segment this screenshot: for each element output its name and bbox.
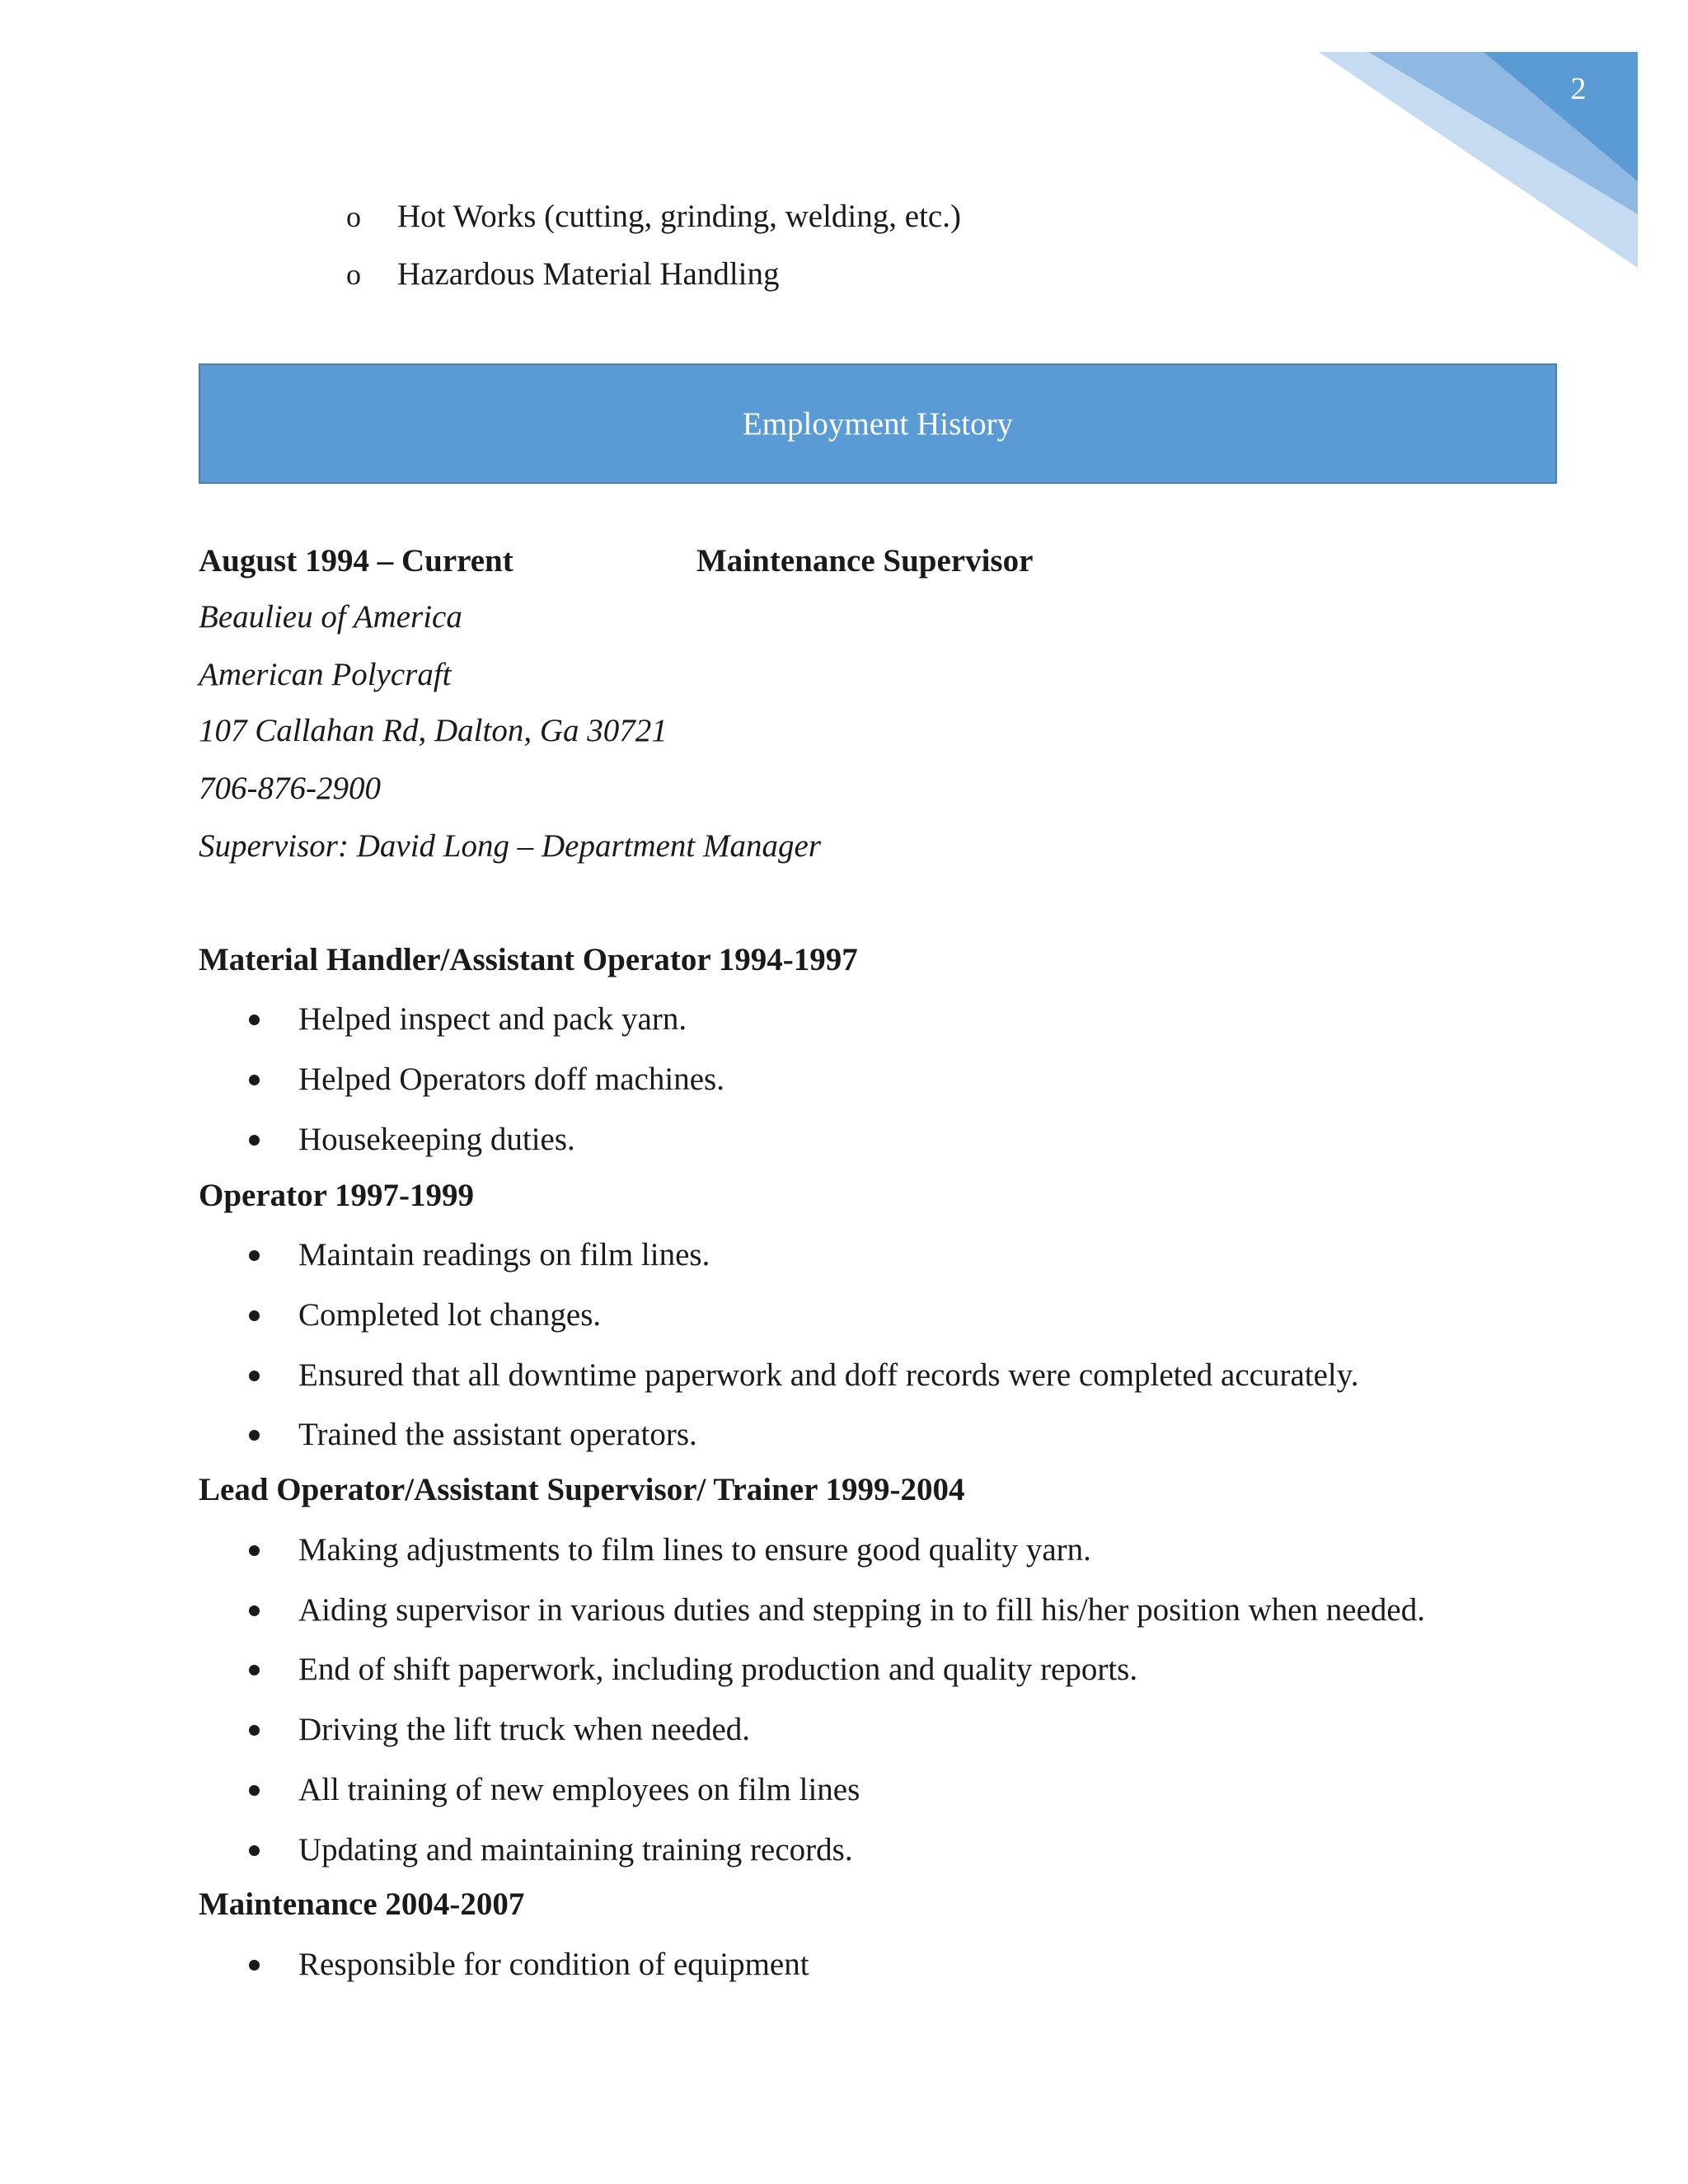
role-bullet: Updating and maintaining training records. (298, 1832, 853, 1868)
role-bullet: Trained the assistant operators. (298, 1417, 697, 1452)
role-bullet: Responsible for condition of equipment (298, 1947, 809, 1982)
role-bullet: Aiding supervisor in various duties and stepping in to fill his/her position when needed. (298, 1592, 1425, 1628)
role-bullet: Housekeeping duties. (298, 1122, 575, 1157)
address-line: 107 Callahan Rd, Dalton, Ga 30721 (199, 713, 668, 748)
bullet-icon (249, 1371, 260, 1381)
role-bullet: Completed lot changes. (298, 1297, 602, 1333)
bullet-icon (249, 1785, 260, 1796)
page-number: 2 (1570, 72, 1587, 106)
section-banner (199, 363, 1557, 484)
bullet-icon (249, 1845, 260, 1856)
role-bullet: Making adjustments to film lines to ensure good quality yarn. (298, 1532, 1091, 1568)
employment-title: Maintenance Supervisor (696, 543, 1034, 579)
section-title: Employment History (742, 405, 1014, 442)
bullet-icon (249, 1960, 260, 1971)
bullet-icon (249, 1545, 260, 1556)
role-bullet: End of shift paperwork, including production and quality reports. (298, 1652, 1138, 1687)
role-heading: Maintenance 2004-2007 (199, 1886, 525, 1922)
bullet-icon (249, 1250, 260, 1261)
bullet-icon (249, 1665, 260, 1675)
company-line: Beaulieu of America (199, 599, 462, 635)
role-bullet: Helped inspect and pack yarn. (298, 1001, 687, 1037)
bullet-icon (249, 1075, 260, 1085)
bullet-icon (249, 1310, 260, 1321)
employment-dates: August 1994 – Current (199, 543, 513, 579)
supervisor-line: Supervisor: David Long – Department Manager (199, 828, 821, 864)
bullet-icon (249, 1015, 260, 1025)
sub-bullet-marker: o (346, 200, 361, 233)
role-heading: Lead Operator/Assistant Supervisor/ Trainer 1999-2004 (199, 1472, 965, 1507)
role-heading: Material Handler/Assistant Operator 1994-1997 (199, 942, 858, 977)
bullet-icon (249, 1605, 260, 1616)
role-heading: Operator 1997-1999 (199, 1178, 474, 1213)
bullet-icon (249, 1430, 260, 1441)
sub-bullet-text: Hazardous Material Handling (397, 256, 780, 292)
role-bullet: Ensured that all downtime paperwork and doff records were completed accurately. (298, 1357, 1359, 1393)
role-bullet: Driving the lift truck when needed. (298, 1712, 750, 1747)
role-bullet: All training of new employees on film lines (298, 1772, 860, 1807)
sub-bullet-marker: o (346, 258, 361, 291)
bullet-icon (249, 1135, 260, 1146)
company-line: American Polycraft (199, 657, 452, 692)
phone-line: 706-876-2900 (199, 771, 381, 806)
bullet-icon (249, 1725, 260, 1736)
sub-bullet-text: Hot Works (cutting, grinding, welding, etc.) (397, 199, 961, 234)
role-bullet: Helped Operators doff machines. (298, 1062, 724, 1097)
role-bullet: Maintain readings on film lines. (298, 1237, 710, 1272)
